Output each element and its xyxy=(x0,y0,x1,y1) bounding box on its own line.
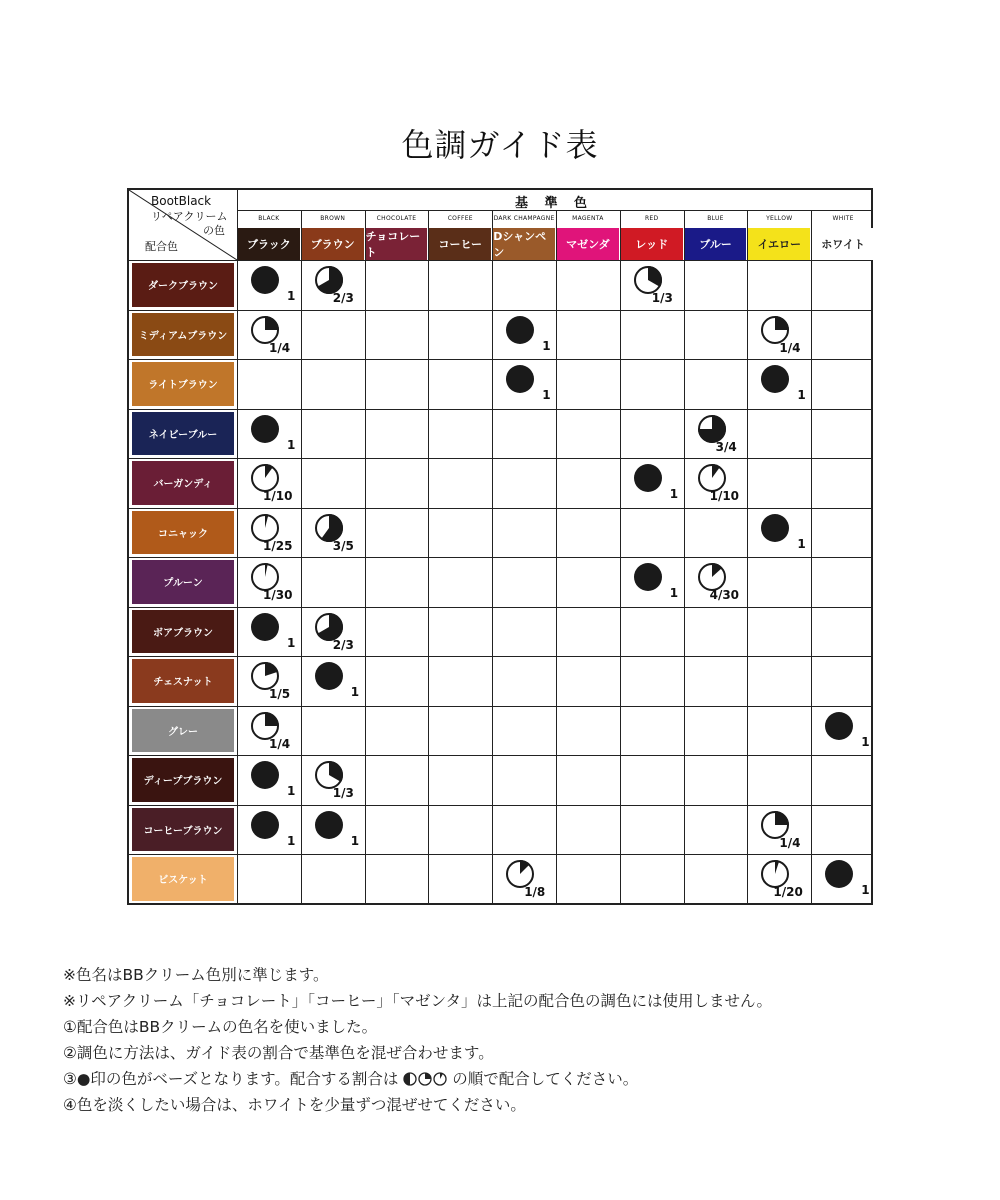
column-name-en: BLACK xyxy=(258,215,280,222)
ratio-cell xyxy=(237,755,301,805)
ratio-cell xyxy=(237,656,301,706)
ratio-label: 1 xyxy=(861,883,870,897)
ratio-label: 3/5 xyxy=(332,538,354,553)
repair-label-suffix: の色 xyxy=(203,224,225,237)
ratio-cell xyxy=(237,706,301,756)
row-swatch: ボアブラウン xyxy=(132,610,234,654)
ratio-cell xyxy=(492,359,556,409)
note-line xyxy=(63,1066,772,1092)
ratio-pie-icon xyxy=(249,809,281,841)
column-name-en: CHOCOLATE xyxy=(376,215,417,222)
ratio-pie-icon xyxy=(313,660,345,692)
column-swatch: チョコレート xyxy=(366,228,428,260)
note-line: ④色を淡くしたい場合は、ホワイトを少量ずつ混ぜせてください。 xyxy=(63,1096,526,1114)
column-swatch: コーヒー xyxy=(429,228,491,260)
ratio-cell xyxy=(237,557,301,607)
ratio-pie-icon xyxy=(759,363,791,395)
ratio-label: 1/4 xyxy=(779,340,801,355)
ratio-cell xyxy=(492,854,556,904)
note-line: ①配合色はBBクリームの色名を使いました。 xyxy=(63,1018,378,1036)
ratio-cell xyxy=(684,557,748,607)
ratio-label: 1/8 xyxy=(524,885,546,899)
header-divider xyxy=(237,210,871,211)
ratio-pie-icon xyxy=(249,611,281,643)
ratio-label: 1/10 xyxy=(709,489,740,503)
ratio-label: 1/4 xyxy=(269,340,291,355)
ratio-label: 1/3 xyxy=(332,786,354,800)
ratio-label: 1 xyxy=(669,487,679,501)
column-swatch: ブラック xyxy=(238,228,300,260)
ratio-label: 2/3 xyxy=(332,291,354,305)
row-swatch: チェスナット xyxy=(132,659,234,703)
column-swatch: ブラウン xyxy=(302,228,364,260)
ratio-cell xyxy=(811,854,875,904)
ratio-pie-icon xyxy=(759,512,791,544)
ratio-label: 1/25 xyxy=(263,538,293,553)
ratio-pie-icon xyxy=(823,858,855,890)
ratio-cell xyxy=(620,557,684,607)
ratio-cell xyxy=(684,458,748,508)
color-guide-table xyxy=(127,188,873,905)
ratio-label: 2/3 xyxy=(332,637,354,652)
column-swatch: ホワイト xyxy=(812,228,874,260)
ratio-label: 1 xyxy=(287,784,296,798)
ratio-pie-icon xyxy=(249,413,281,445)
column-name-en: WHITE xyxy=(832,215,854,222)
ratio-cell xyxy=(747,854,811,904)
row-swatch: ネイビーブルー xyxy=(132,412,234,456)
row-swatch: ディープブラウン xyxy=(132,758,234,802)
mix-label: 配合色 xyxy=(145,240,178,253)
column-name-en: RED xyxy=(644,215,659,222)
ratio-label: 1 xyxy=(861,734,870,749)
ratio-pie-icon xyxy=(249,759,281,791)
row-swatch: プルーン xyxy=(132,560,234,604)
ratio-cell xyxy=(301,805,365,855)
column-swatch: ブルー xyxy=(685,228,747,260)
ratio-label: 1 xyxy=(287,289,296,303)
ratio-label: 1 xyxy=(350,833,360,848)
ratio-pie-icon xyxy=(504,363,536,395)
column-name-en: BLUE xyxy=(707,215,724,222)
note-line: ②調色に方法は、ガイド表の割合で基準色を混ぜ合わせます。 xyxy=(63,1044,494,1062)
ratio-pie-icon xyxy=(504,314,536,346)
row-swatch: コニャック xyxy=(132,511,234,555)
ratio-cell xyxy=(237,607,301,657)
ratio-symbols-icon xyxy=(403,1072,447,1086)
ratio-label: 1 xyxy=(797,536,806,551)
ratio-cell xyxy=(237,805,301,855)
column-name-en: COFFEE xyxy=(447,215,473,222)
column-name-en: DARK CHAMPAGNE xyxy=(493,215,555,222)
ratio-label: 4/30 xyxy=(709,588,740,602)
row-swatch: ビスケット xyxy=(132,857,234,901)
ratio-cell xyxy=(747,310,811,360)
note-line: ※リペアクリーム「チョコレート」「コーヒー」「マゼンタ」は上記の配合色の調色には使用しません。 xyxy=(63,992,772,1010)
row-swatch: グレー xyxy=(132,709,234,753)
header-corner xyxy=(129,190,237,260)
ratio-pie-icon xyxy=(249,264,281,296)
ratio-cell xyxy=(301,656,365,706)
base-color-label: 基 準 色 xyxy=(514,196,594,211)
ratio-label: 1/3 xyxy=(651,291,673,305)
column-swatch: Dシャンペン xyxy=(493,228,555,260)
page-title: 色調ガイド表 xyxy=(401,126,599,164)
ratio-cell xyxy=(492,310,556,360)
ratio-label: 1/5 xyxy=(269,687,291,701)
ratio-cell xyxy=(684,409,748,459)
ratio-cell xyxy=(747,508,811,558)
ratio-label: 3/4 xyxy=(715,439,737,454)
column-swatch: レッド xyxy=(621,228,683,260)
row-swatch: ライトブラウン xyxy=(132,362,234,406)
ratio-cell xyxy=(301,755,365,805)
row-swatch: ミディアムブラウン xyxy=(132,313,234,357)
row-swatch: バーガンディ xyxy=(132,461,234,505)
column-name-en: BROWN xyxy=(320,215,346,222)
ratio-label: 1/4 xyxy=(269,736,291,751)
row-swatch: コーヒーブラウン xyxy=(132,808,234,852)
ratio-label: 1 xyxy=(797,388,806,402)
ratio-label: 1/10 xyxy=(263,489,293,503)
ratio-cell xyxy=(237,508,301,558)
note-line: ※色名はBBクリーム色別に準じます。 xyxy=(63,966,329,984)
ratio-pie-icon xyxy=(823,710,855,742)
ratio-label: 1 xyxy=(669,586,679,600)
ratio-label: 1/30 xyxy=(263,588,293,602)
notes xyxy=(63,962,772,1118)
note-part: の順で配合してください。 xyxy=(452,1070,639,1088)
column-swatch: イエロー xyxy=(748,228,810,260)
ratio-cell xyxy=(747,359,811,409)
ratio-pie-icon xyxy=(313,809,345,841)
ratio-cell xyxy=(237,458,301,508)
ratio-label: 1 xyxy=(542,338,551,353)
ratio-cell xyxy=(747,805,811,855)
ratio-label: 1 xyxy=(287,833,296,848)
column-name-en: YELLOW xyxy=(766,215,793,222)
brand-label: BootBlack xyxy=(151,194,212,208)
repair-label: リペアクリーム xyxy=(151,210,228,223)
ratio-label: 1 xyxy=(287,635,296,650)
ratio-cell xyxy=(620,260,684,310)
ratio-cell xyxy=(811,706,875,756)
row-swatch: ダークブラウン xyxy=(132,263,234,307)
ratio-cell xyxy=(301,508,365,558)
ratio-pie-icon xyxy=(632,462,664,494)
note-part: ③●印の色がベーズとなります。配合する割合は xyxy=(63,1070,399,1088)
ratio-label: 1/20 xyxy=(773,885,803,899)
ratio-cell xyxy=(237,260,301,310)
column-name-en: MAGENTA xyxy=(572,215,604,222)
ratio-label: 1 xyxy=(542,388,551,402)
ratio-cell xyxy=(301,607,365,657)
ratio-cell xyxy=(620,458,684,508)
ratio-cell xyxy=(237,310,301,360)
ratio-cell xyxy=(301,260,365,310)
ratio-cell xyxy=(237,409,301,459)
ratio-label: 1/4 xyxy=(779,835,801,850)
column-swatch: マゼンダ xyxy=(557,228,619,260)
ratio-label: 1 xyxy=(350,685,360,699)
ratio-label: 1 xyxy=(287,437,296,452)
ratio-pie-icon xyxy=(632,561,664,593)
